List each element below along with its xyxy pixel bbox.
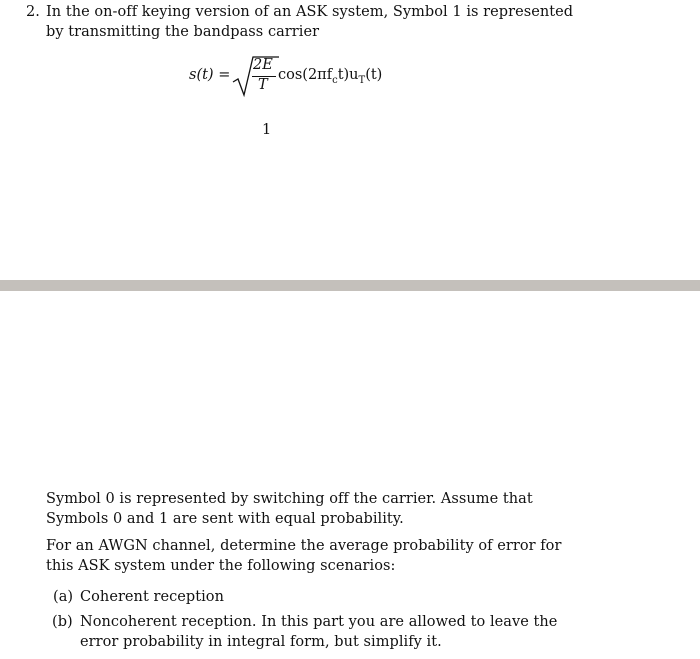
part-a-label: (a) [53,589,74,605]
page-top [0,0,700,280]
page-number: 1 [262,122,272,138]
equation-lhs: s(t) = [189,67,231,83]
intro-line-2: by transmitting the bandpass carrier [46,24,320,40]
equation-rhs: $\cos(2\pi f_ct)u_T(t)$ [278,67,383,86]
page-divider [0,280,700,291]
part-a-text: Coherent reception [80,589,224,605]
part-b-text-line-2: error probability in integral form, but simplify it. [80,634,442,650]
part-b-label: (b) [52,614,73,630]
paragraph-2-line-1: For an AWGN channel, determine the average probability of error for [46,538,562,554]
part-b-text-line-1: Noncoherent reception. In this part you are allowed to leave the [80,614,558,630]
paragraph-2-line-2: this ASK system under the following scenarios: [46,558,396,574]
problem-number: 2. [26,4,40,20]
intro-line-1: In the on-off keying version of an ASK system, Symbol 1 is represented [46,4,574,20]
fraction-numerator: 2E [253,57,273,73]
fraction-denominator: T [258,77,268,93]
paragraph-1-line-1: Symbol 0 is represented by switching off the carrier. Assume that [46,491,533,507]
page-bottom [0,291,700,659]
paragraph-1-line-2: Symbols 0 and 1 are sent with equal probability. [46,511,404,527]
